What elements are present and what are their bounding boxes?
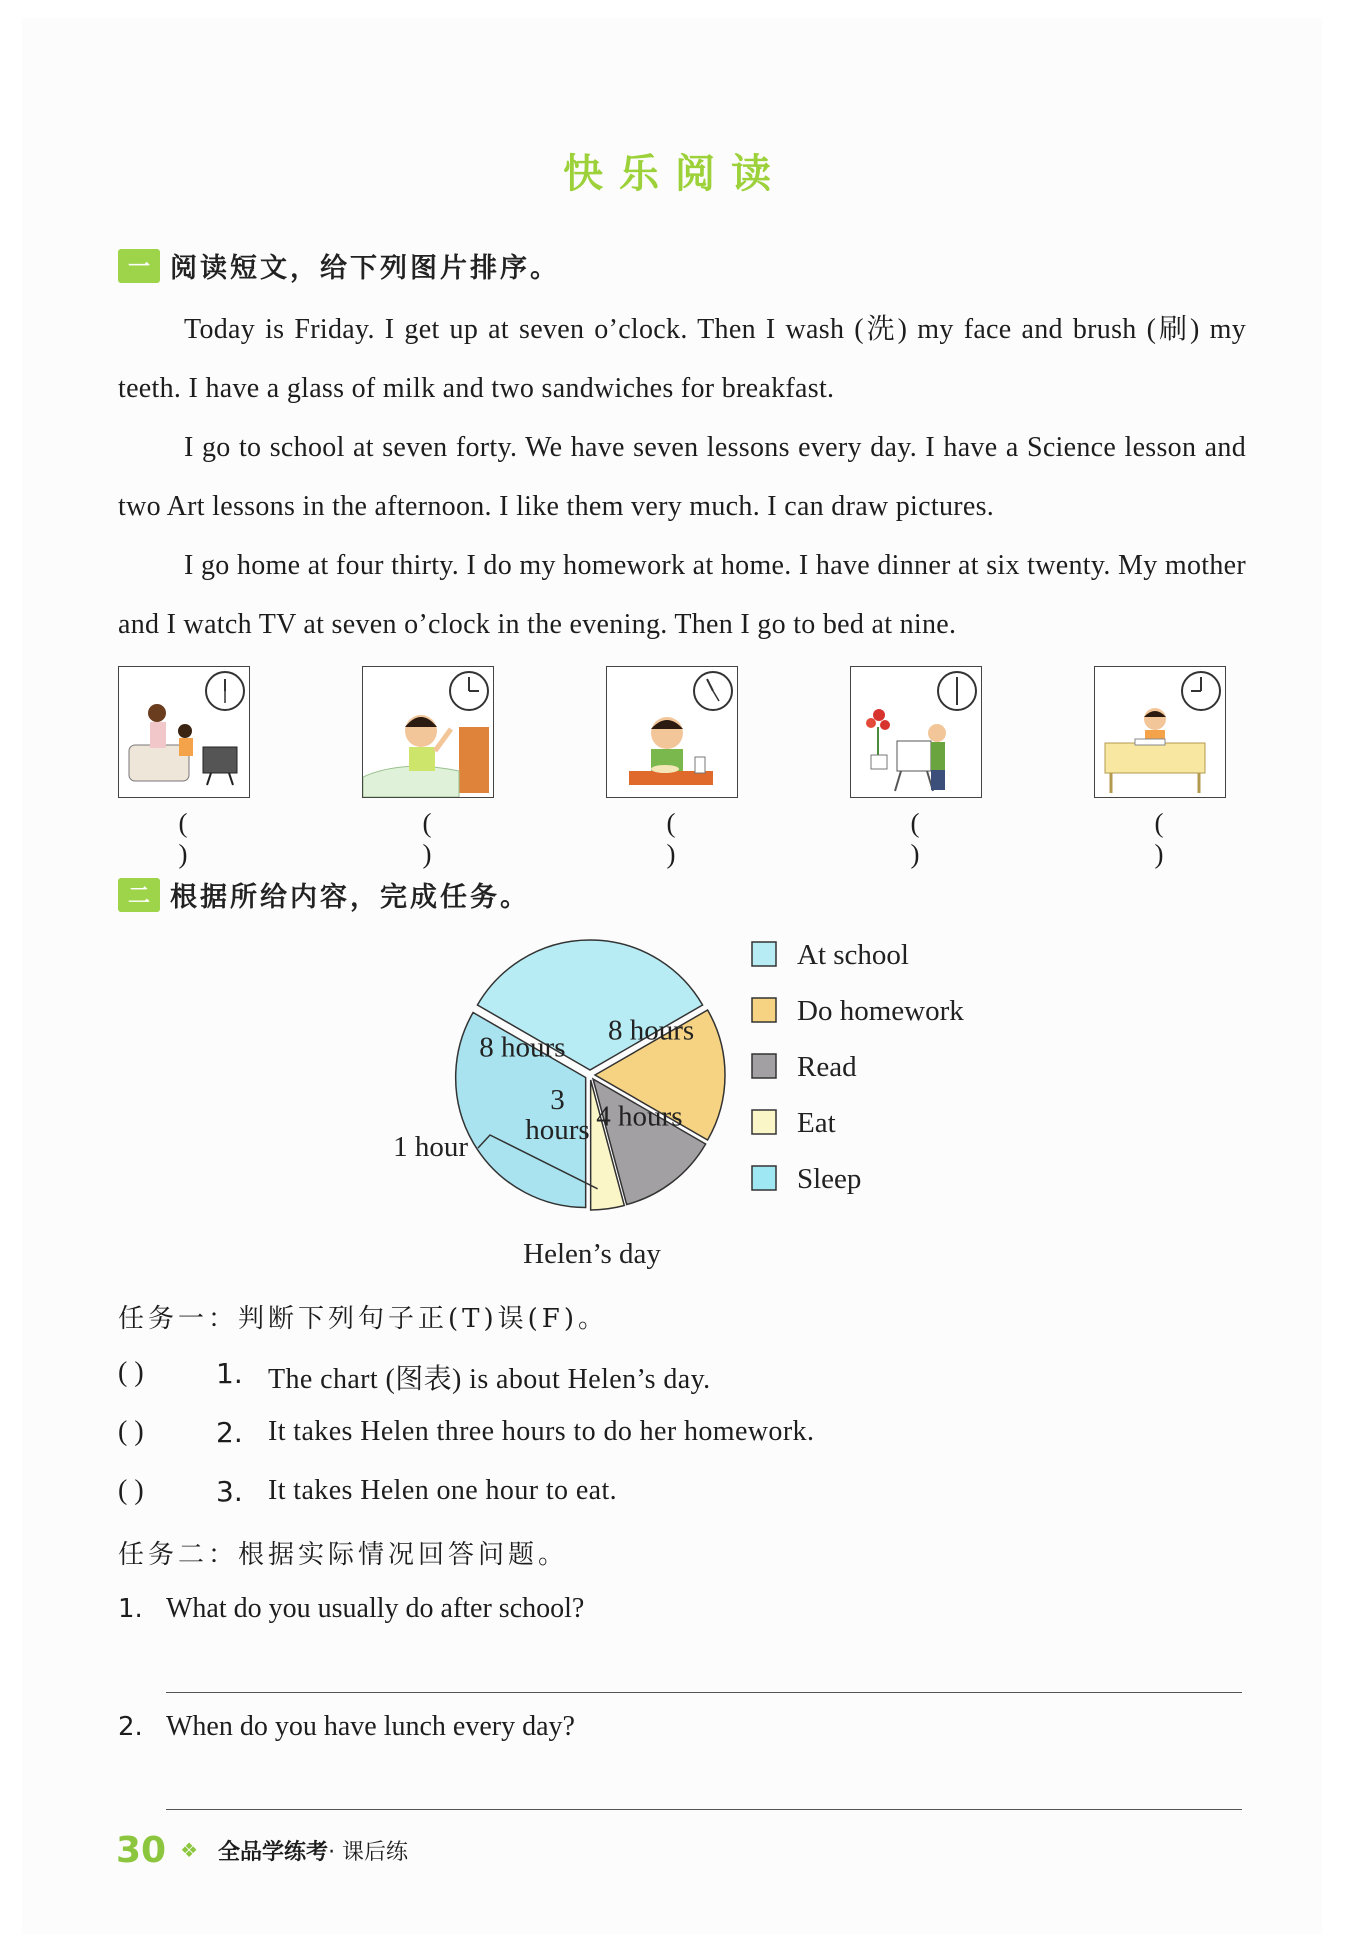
question	[118, 1711, 575, 1743]
answer-blank[interactable]: ( )	[910, 808, 972, 869]
passage-paragraph: Today is Friday. I get up at seven o’clock. Then I wash (洗) my face and brush (刷) my teeth. I have a glass of milk and two sandwiches for breakfast.	[118, 314, 1246, 404]
answer-blank[interactable]: ( )	[666, 808, 728, 869]
pie-slice-label: 3	[550, 1084, 565, 1116]
question	[118, 1593, 584, 1625]
question-text: When do you have lunch every day?	[166, 1711, 575, 1742]
section-badge: 一	[118, 249, 160, 283]
question-number: 1.	[118, 1594, 143, 1624]
judge-item	[118, 1416, 814, 1449]
item-number: 1.	[216, 1357, 243, 1390]
passage-paragraph: I go home at four thirty. I do my homework at home. I have dinner at six twenty. My mother and I watch TV at seven o’clock in the evening. Then I go to bed at nine.	[118, 550, 1246, 640]
section-badge: 二	[118, 878, 160, 912]
judge-item	[118, 1357, 711, 1397]
legend-label: Sleep	[797, 1163, 862, 1195]
legend-swatch	[752, 998, 776, 1022]
pie-slice-label: hours	[525, 1114, 590, 1146]
page-title: 快乐阅读	[563, 151, 787, 197]
item-number: 2.	[216, 1416, 243, 1449]
pie-slice-label: 8 hours	[479, 1031, 566, 1064]
legend-swatch	[752, 1110, 776, 1134]
pie-slice-label: 4 hours	[596, 1100, 683, 1133]
task1-heading: 任务一：判断下列句子正(T)误(F)。	[118, 1304, 608, 1334]
page-number: 30	[116, 1830, 167, 1871]
brand-name: 全品学练考	[218, 1840, 329, 1865]
section-title: 根据所给内容，完成任务。	[170, 882, 530, 913]
brand-sub: · 课后练	[328, 1840, 409, 1865]
page-footer	[116, 1830, 408, 1871]
legend-swatch	[752, 1166, 776, 1190]
answer-line[interactable]	[166, 1692, 1242, 1693]
section-title: 阅读短文，给下列图片排序。	[170, 253, 560, 284]
task2-heading: 任务二：根据实际情况回答问题。	[118, 1540, 569, 1570]
item-text: The chart (图表) is about Helen’s day.	[268, 1364, 711, 1395]
chart-title: Helen’s day	[523, 1238, 661, 1270]
answer-blank[interactable]: ( )	[178, 808, 240, 869]
item-text: It takes Helen three hours to do her homework.	[268, 1416, 815, 1447]
judge-blank[interactable]: ( )	[118, 1475, 144, 1506]
judge-item	[118, 1475, 617, 1508]
legend-label: Read	[797, 1051, 857, 1083]
pie-slice-label: 8 hours	[607, 1014, 695, 1047]
legend-swatch	[752, 942, 776, 966]
question-text: What do you usually do after school?	[166, 1593, 585, 1624]
legend-swatch	[752, 1054, 776, 1078]
item-text: It takes Helen one hour to eat.	[268, 1475, 618, 1506]
legend-label: Eat	[797, 1107, 836, 1139]
question-number: 2.	[118, 1712, 143, 1742]
judge-blank[interactable]: ( )	[118, 1357, 144, 1388]
legend-label: At school	[797, 939, 909, 971]
passage-paragraph: I go to school at seven forty. We have seven lessons every day. I have a Science lesson and two Art lessons in the afternoon. I like them very much. I can draw pictures.	[118, 432, 1246, 522]
answer-blank[interactable]: ( )	[422, 808, 484, 869]
pie-slice-label: 1 hour	[393, 1131, 468, 1163]
answer-blank[interactable]: ( )	[1154, 808, 1216, 869]
judge-blank[interactable]: ( )	[118, 1416, 144, 1447]
diamond-icon: ❖	[180, 1840, 199, 1862]
answer-line[interactable]	[166, 1809, 1242, 1810]
legend-label: Do homework	[797, 995, 964, 1027]
item-number: 3.	[216, 1475, 243, 1508]
